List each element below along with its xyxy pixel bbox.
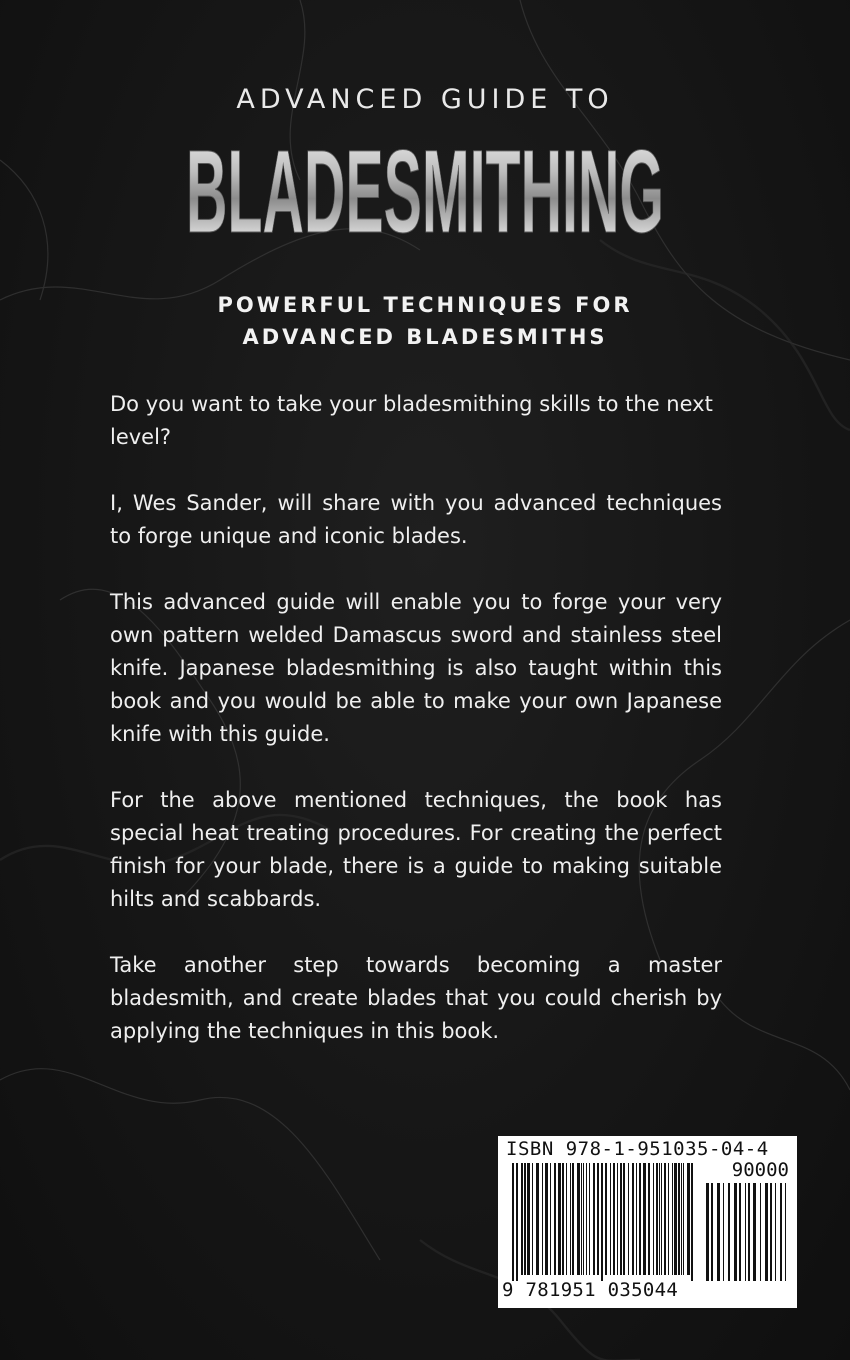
barcode-bar [610,1163,611,1275]
book-title-text: BLADESMITHING [186,126,664,252]
barcode-bar [536,1163,539,1275]
blurb-paragraph-4: For the above mentioned techniques, the book has special heat treating procedures. For creating the perfect finish for your blade, there is a guide to making suitable hilts and scabbards. [110,788,722,911]
barcode-bar [550,1163,551,1275]
barcode-bar [661,1163,662,1275]
barcode-bar [566,1163,567,1275]
subtitle-line-1: POWERFUL TECHNIQUES FOR [217,293,633,317]
barcode-bar [632,1163,634,1275]
subtitle-line-2: ADVANCED BLADESMITHS [242,325,608,349]
barcode-bar [687,1163,690,1275]
barcode-bar [593,1163,595,1275]
barcode-bar [558,1163,561,1275]
barcode-bar [524,1163,526,1275]
addon-bar [770,1183,772,1281]
barcode-bar [668,1163,669,1275]
addon-bar [711,1183,713,1281]
barcode-bar [601,1163,603,1281]
barcode-bar [623,1163,625,1275]
barcode-bar [639,1163,641,1275]
blurb-paragraph-5: Take another step towards becoming a master bladesmith, and create blades that you could cherish by applying the techniques in this book. [110,953,722,1043]
barcode-bar [605,1163,607,1275]
addon-bar [728,1183,730,1281]
isbn-label: ISBN 978-1-951035-04-4 [506,1138,769,1160]
subtitle [0,289,850,353]
barcode-bar [512,1163,514,1281]
barcode-bar [681,1163,682,1275]
addon-bar [748,1183,750,1281]
addon-bar [780,1183,782,1281]
barcode-bar [613,1163,615,1275]
barcode-bar [589,1163,590,1275]
barcode-bar [664,1163,666,1275]
barcode-bar [527,1163,530,1275]
barcode-bar [516,1163,518,1281]
addon-bar [753,1183,756,1281]
addon-bar [775,1183,776,1281]
barcode-bar [683,1163,684,1275]
blurb-paragraph-2: I, Wes Sander, will share with you advanced techniques to forge unique and iconic blades. [110,491,722,548]
barcode-bar [562,1163,564,1275]
barcode-bar [583,1163,584,1275]
barcode-bar [643,1163,646,1275]
barcode-bar [570,1163,571,1275]
barcode-bar [636,1163,637,1275]
barcode-bar [617,1163,618,1275]
isbn-barcode [498,1136,797,1308]
barcode-bar [572,1163,574,1275]
series-heading: ADVANCED GUIDE TO [236,84,614,115]
barcode-bar [672,1163,673,1275]
barcode-bar [691,1163,693,1281]
blurb-paragraph-1: Do you want to take your bladesmithing skills to the next level? [110,392,713,449]
ean-digits: 9 781951 035044 [502,1279,679,1301]
addon-bar [734,1183,737,1281]
barcode-bar [597,1163,599,1275]
barcode-bar [674,1163,677,1275]
barcode-bar [532,1163,533,1275]
barcode-bar [628,1163,629,1275]
barcode-bar [581,1163,582,1275]
addon-bar [760,1183,761,1281]
barcode-bar [521,1163,523,1275]
barcode-bar [554,1163,556,1275]
barcode-bar [653,1163,654,1275]
barcode-bar [648,1163,650,1275]
addon-bar [785,1183,786,1281]
price-code: 90000 [731,1159,789,1181]
barcode-bar [678,1163,680,1275]
addon-bar [745,1183,746,1281]
blurb [110,388,722,1081]
addon-bar [765,1183,768,1281]
barcode-bar [620,1163,622,1275]
barcode-bar [659,1163,660,1275]
barcode-bar [542,1163,543,1275]
addon-bar [717,1183,720,1281]
blurb-paragraph-3: This advanced guide will enable you to forge your very own pattern welded Damascus sword and stainless steel knife. Japanese bladesmithing is also taught within this book and you would be able to make your own Japanese knife with this guide. [110,590,722,746]
addon-bar [706,1183,709,1281]
barcode-bar [586,1163,587,1275]
book-title [0,122,850,252]
addon-bar [739,1183,741,1281]
barcode-bar [577,1163,580,1275]
addon-bar [723,1183,724,1281]
barcode-bar [545,1163,548,1275]
barcode-bar [656,1163,658,1275]
